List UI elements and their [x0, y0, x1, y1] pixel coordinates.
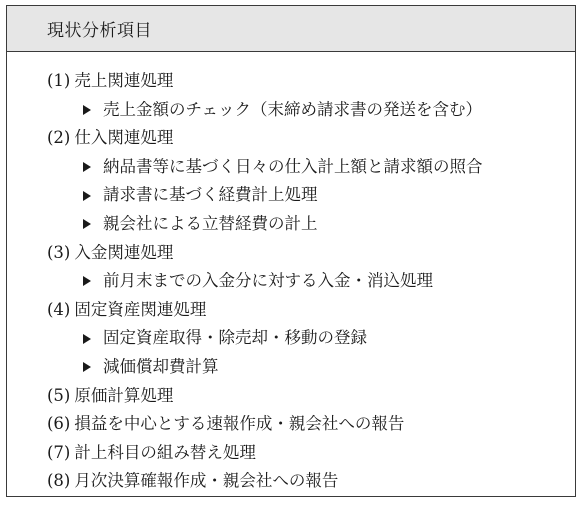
- sub-item-label: 減価償却費計算: [103, 356, 219, 376]
- section-8: [7, 467, 575, 496]
- section-number: (1): [47, 71, 71, 90]
- sub-item-label: 売上金額のチェック（末締め請求書の発送を含む）: [103, 99, 483, 119]
- sub-item-label: 前月末までの入金分に対する入金・消込処理: [103, 271, 433, 291]
- triangle-bullet-icon: [83, 334, 91, 344]
- section-label: 月次決算確報作成・親会社への報告: [74, 471, 339, 491]
- section-number: (6): [47, 414, 71, 434]
- section-number: (4): [47, 299, 71, 319]
- section-number: (7): [47, 442, 71, 462]
- analysis-items-box: [6, 5, 576, 497]
- box-header: [7, 6, 575, 52]
- section-4: [7, 296, 575, 325]
- section-7: [7, 439, 575, 468]
- section-label: 原価計算処理: [74, 385, 174, 405]
- section-number: (2): [47, 128, 71, 148]
- triangle-bullet-icon: [83, 362, 91, 372]
- triangle-bullet-icon: [83, 105, 91, 115]
- section-label: 計上科目の組み替え処理: [74, 442, 256, 462]
- triangle-bullet-icon: [83, 219, 91, 229]
- section-label: 入金関連処理: [74, 242, 174, 262]
- section-3: [7, 239, 575, 268]
- section-number: (3): [47, 242, 71, 262]
- sub-item: [7, 96, 575, 125]
- section-label: 損益を中心とする速報作成・親会社への報告: [74, 414, 405, 434]
- triangle-bullet-icon: [83, 162, 91, 172]
- sub-item: [7, 153, 575, 182]
- sub-item: [7, 324, 575, 353]
- section-2: [7, 124, 575, 153]
- section-label: 固定資産関連処理: [74, 299, 207, 319]
- section-1: [7, 67, 575, 96]
- triangle-bullet-icon: [83, 276, 91, 286]
- sub-item: [7, 267, 575, 296]
- item-list: [7, 52, 575, 496]
- box-title: 現状分析項目: [47, 21, 152, 41]
- section-number: (5): [47, 385, 71, 405]
- sub-item: [7, 210, 575, 239]
- section-5: [7, 382, 575, 411]
- sub-item-label: 請求書に基づく経費計上処理: [103, 185, 318, 205]
- section-label: 仕入関連処理: [74, 128, 174, 148]
- sub-item: [7, 181, 575, 210]
- sub-item-label: 親会社による立替経費の計上: [103, 213, 318, 233]
- triangle-bullet-icon: [83, 191, 91, 201]
- sub-item-label: 納品書等に基づく日々の仕入計上額と請求額の照合: [103, 156, 483, 176]
- sub-item: [7, 353, 575, 382]
- sub-item-label: 固定資産取得・除売却・移動の登録: [103, 328, 367, 348]
- section-label: 売上関連処理: [74, 71, 174, 90]
- section-number: (8): [47, 471, 71, 491]
- section-6: [7, 410, 575, 439]
